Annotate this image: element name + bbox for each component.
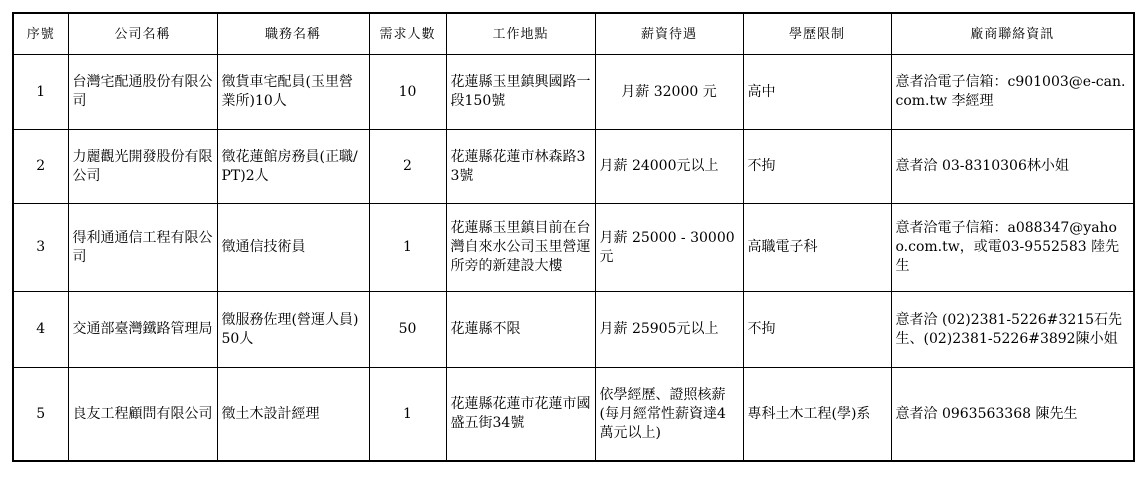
salary-cell: 月薪 24000元以上 xyxy=(595,130,743,204)
headcount-cell: 10 xyxy=(369,55,446,130)
education-cell: 高中 xyxy=(743,55,891,130)
headcount-cell: 1 xyxy=(369,368,446,462)
position-cell: 徵土木設計經理 xyxy=(217,368,369,462)
salary-cell: 月薪 32000 元 xyxy=(595,55,743,130)
contact-cell: 意者洽 03-8310306林小姐 xyxy=(891,130,1134,204)
education-cell: 高職電子科 xyxy=(743,204,891,292)
serial-no-cell: 1 xyxy=(13,55,68,130)
location-cell: 花蓮縣不限 xyxy=(446,292,595,368)
position-cell: 徵通信技術員 xyxy=(217,204,369,292)
salary-cell: 依學經歷、證照核薪(每月經常性薪資達4萬元以上) xyxy=(595,368,743,462)
position-cell: 徵貨車宅配員(玉里營業所)10人 xyxy=(217,55,369,130)
table-row xyxy=(13,204,1134,292)
salary-cell: 月薪 25905元以上 xyxy=(595,292,743,368)
education-cell: 專科土木工程(學)系 xyxy=(743,368,891,462)
position-cell: 徵服務佐理(營運人員)50人 xyxy=(217,292,369,368)
header-contact-info: 廠商聯絡資訊 xyxy=(891,13,1134,55)
header-position-name: 職務名稱 xyxy=(217,13,369,55)
header-work-location: 工作地點 xyxy=(446,13,595,55)
contact-cell: 意者洽電子信箱：a088347@yahoo.com.tw，或電03-9552583 陸先生 xyxy=(891,204,1134,292)
company-cell: 得利通通信工程有限公司 xyxy=(68,204,217,292)
contact-cell: 意者洽電子信箱：c901003@e-can.com.tw 李經理 xyxy=(891,55,1134,130)
table-row xyxy=(13,55,1134,130)
job-listing-table xyxy=(12,12,1135,462)
contact-cell: 意者洽 0963563368 陳先生 xyxy=(891,368,1134,462)
serial-no-cell: 4 xyxy=(13,292,68,368)
location-cell: 花蓮縣花蓮市花蓮市國盛五街34號 xyxy=(446,368,595,462)
table-row xyxy=(13,130,1134,204)
company-cell: 台灣宅配通股份有限公司 xyxy=(68,55,217,130)
job-listing-document xyxy=(12,12,1135,462)
location-cell: 花蓮縣玉里鎮目前在台灣自來水公司玉里營運所旁的新建設大樓 xyxy=(446,204,595,292)
contact-cell: 意者洽 (02)2381-5226#3215石先生、(02)2381-5226#3892陳小姐 xyxy=(891,292,1134,368)
header-education: 學歷限制 xyxy=(743,13,891,55)
table-row xyxy=(13,292,1134,368)
serial-no-cell: 5 xyxy=(13,368,68,462)
serial-no-cell: 3 xyxy=(13,204,68,292)
location-cell: 花蓮縣花蓮市林森路33號 xyxy=(446,130,595,204)
header-headcount: 需求人數 xyxy=(369,13,446,55)
company-cell: 力麗觀光開發股份有限公司 xyxy=(68,130,217,204)
header-serial-no: 序號 xyxy=(13,13,68,55)
position-cell: 徵花蓮館房務員(正職/PT)2人 xyxy=(217,130,369,204)
company-cell: 交通部臺灣鐵路管理局 xyxy=(68,292,217,368)
table-row xyxy=(13,368,1134,462)
education-cell: 不拘 xyxy=(743,292,891,368)
header-salary: 薪資待遇 xyxy=(595,13,743,55)
table-header-row xyxy=(13,13,1134,55)
header-company-name: 公司名稱 xyxy=(68,13,217,55)
location-cell: 花蓮縣玉里鎮興國路一段150號 xyxy=(446,55,595,130)
salary-cell: 月薪 25000 - 30000 元 xyxy=(595,204,743,292)
headcount-cell: 1 xyxy=(369,204,446,292)
headcount-cell: 2 xyxy=(369,130,446,204)
company-cell: 良友工程顧問有限公司 xyxy=(68,368,217,462)
headcount-cell: 50 xyxy=(369,292,446,368)
serial-no-cell: 2 xyxy=(13,130,68,204)
education-cell: 不拘 xyxy=(743,130,891,204)
